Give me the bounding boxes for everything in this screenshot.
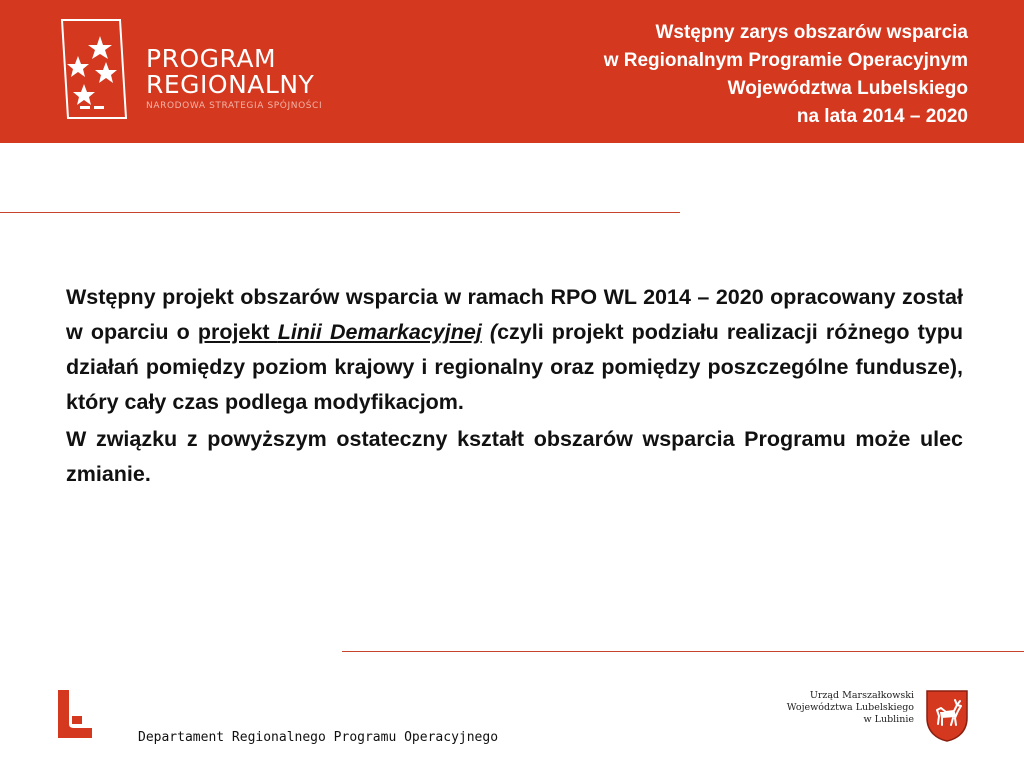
- office-name: [787, 690, 914, 726]
- department-name: Departament Regionalnego Programu Operacyjnego: [138, 730, 499, 745]
- deer-crest-icon: [924, 688, 970, 742]
- logo-text-regionalny: REGIONALNY: [146, 70, 315, 99]
- stars-logo-icon: [60, 18, 128, 123]
- slide-title: [408, 19, 968, 131]
- slide-body: [66, 280, 963, 492]
- top-divider: [0, 212, 680, 213]
- body-paragraph: [66, 280, 963, 420]
- logo-tagline: NARODOWA STRATEGIA SPÓJNOŚCI: [146, 101, 323, 111]
- slide-title-line: Wstępny zarys obszarów wsparcia: [655, 22, 968, 43]
- link-text-italic: Linii Demarkacyjnej: [277, 320, 482, 344]
- marshal-office-logo: [760, 688, 970, 744]
- header-banner: [0, 0, 1024, 143]
- slide-title-line: Województwa Lubelskiego: [727, 78, 968, 99]
- slide-title-line: w Regionalnym Programie Operacyjnym: [603, 50, 968, 71]
- lubelskie-l-logo-icon: [58, 690, 92, 738]
- paragraph-text: Wstępny projekt obszarów wsparcia w ramach RPO WL 2014 – 2020 opracowany został w oparciu o: [66, 285, 963, 344]
- office-name-line: Urząd Marszałkowski: [809, 690, 914, 701]
- slide-title-line: na lata 2014 – 2020: [796, 106, 968, 127]
- bottom-divider: [342, 651, 1024, 652]
- paragraph-text-italic: (: [481, 320, 498, 344]
- office-name-line: w Lublinie: [863, 714, 914, 725]
- link-text-plain: projekt: [197, 320, 278, 344]
- logo-text-program: PROGRAM: [146, 44, 277, 73]
- demarcation-line-link[interactable]: [198, 320, 482, 344]
- paragraph-text: czyli projekt podziału realizacji różnego typu działań pomiędzy poziom krajowy i regionalny oraz pomiędzy poszczególne fundusze), który cały czas podlega modyfikacjom.: [66, 320, 963, 414]
- body-paragraph: W związku z powyższym ostateczny kształt obszarów wsparcia Programu może ulec zmianie.: [66, 427, 963, 486]
- program-regionalny-logo: [60, 18, 380, 123]
- office-name-line: Województwa Lubelskiego: [786, 702, 914, 713]
